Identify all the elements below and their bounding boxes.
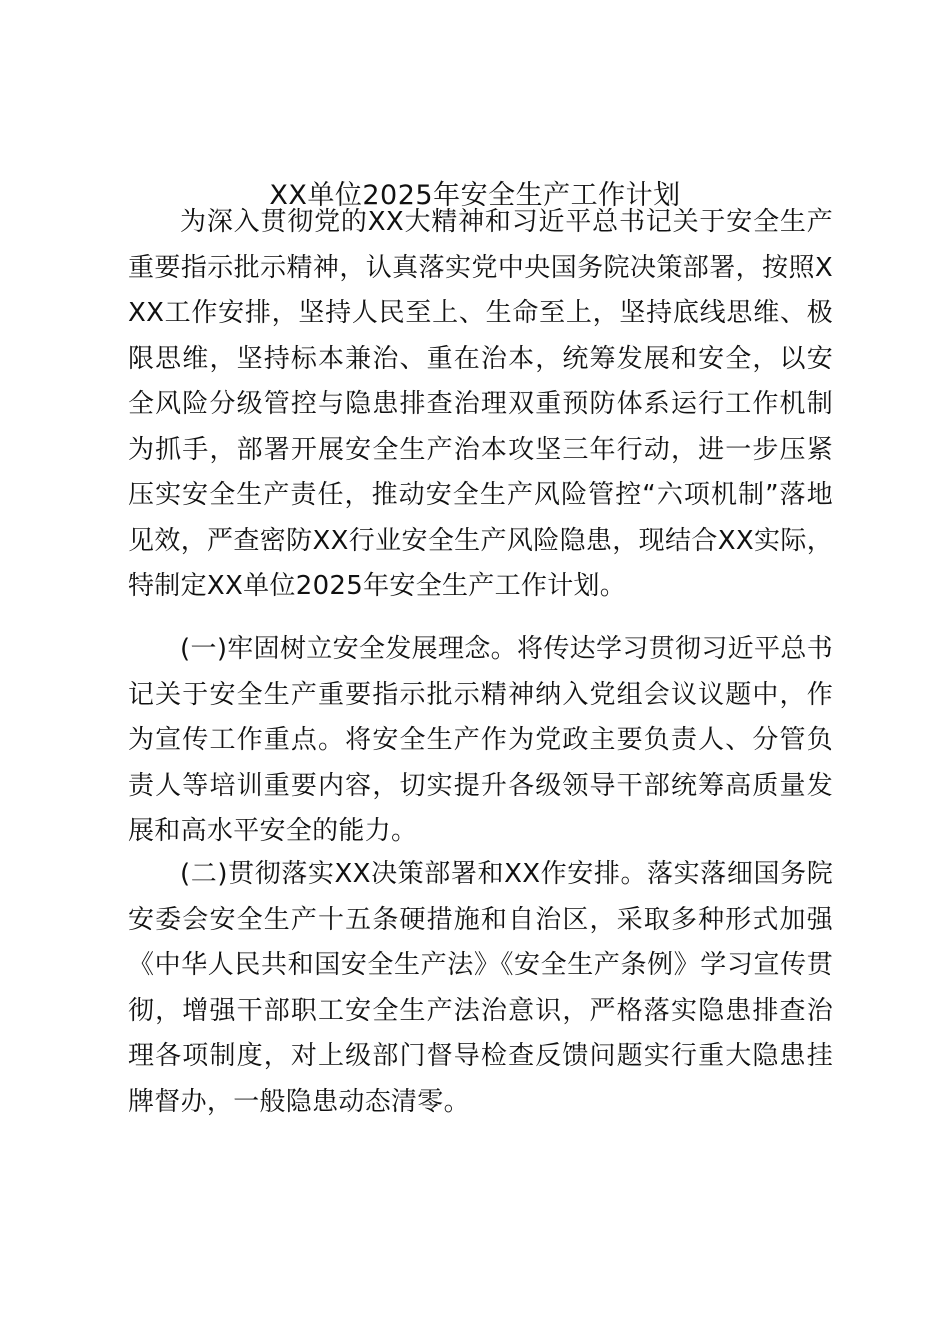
section-2-paragraph: (二)贯彻落实XX决策部署和XX作安排。落实落细国务院安委会安全生产十五条硬措施和自治区，采取多种形式加强《中华人民共和国安全生产法》《安全生产条例》学习宣传贯彻，增强干部职工安全生产法治意识，严格落实隐患排查治理各项制度，对上级部门督导检查反馈问题实行重大隐患挂牌督办，一般隐患动态清零。 [128, 859, 833, 1117]
document-title: XX单位2025年安全生产工作计划 [269, 180, 681, 211]
intro-paragraph: 为深入贯彻党的XX大精神和习近平总书记关于安全生产重要指示批示精神，认真落实党中央国务院决策部署，按照XXX工作安排，坚持人民至上、生命至上，坚持底线思维、极限思维，坚持标本兼治、重在治本，统筹发展和安全，以安全风险分级管控与隐患排查治理双重预防体系运行工作机制为抓手，部署开展安全生产治本攻坚三年行动，进一步压紧压实安全生产责任，推动安全生产风险管控“六项机制”落地见效，严查密防XX行业安全生产风险隐患，现结合XX实际，特制定XX单位2025年安全生产工作计划。 [128, 207, 833, 601]
section-1-paragraph: (一)牢固树立安全发展理念。将传达学习贯彻习近平总书记关于安全生产重要指示批示精神纳入党组会议议题中，作为宣传工作重点。将安全生产作为党政主要负责人、分管负责人等培训重要内容，切实提升各级领导干部统筹高质量发展和高水平安全的能力。 [128, 634, 833, 846]
